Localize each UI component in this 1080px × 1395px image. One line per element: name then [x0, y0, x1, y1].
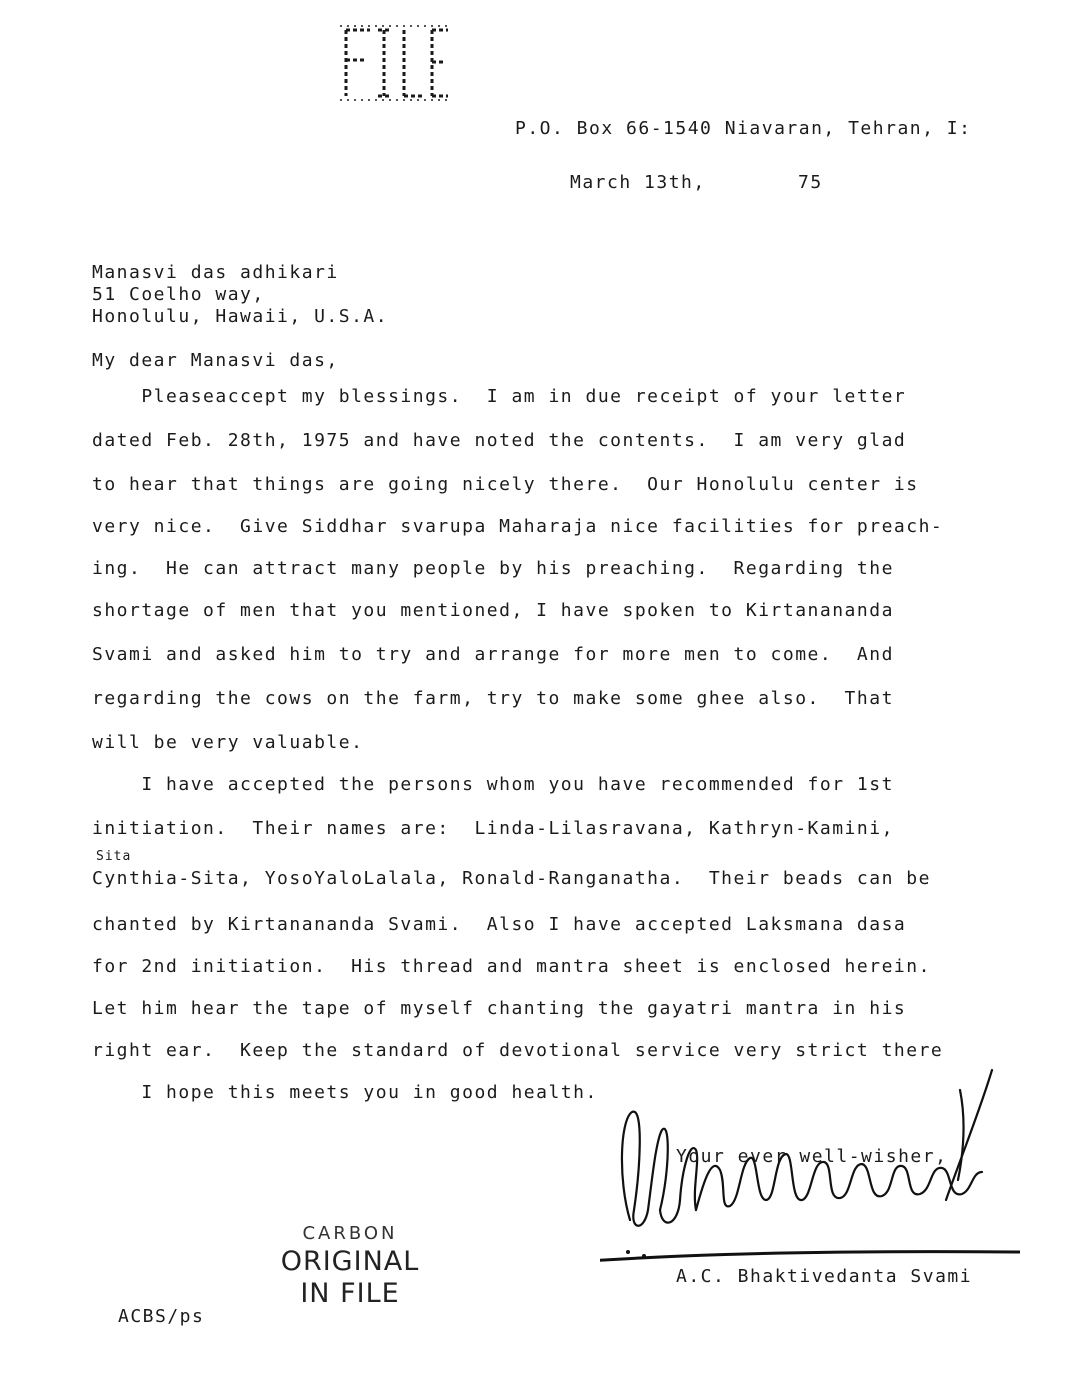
body-line: shortage of men that you mentioned, I have spoken to Kirtanananda — [92, 600, 894, 621]
body-line: for 2nd initiation. His thread and mantra sheet is enclosed herein. — [92, 956, 931, 977]
salutation: My dear Manasvi das, — [92, 350, 339, 371]
interlinear-correction: Sita — [96, 849, 132, 864]
file-stamp-label — [336, 22, 452, 102]
body-line: right ear. Keep the standard of devotional service very strict there — [92, 1040, 944, 1061]
recipient-street: 51 Coelho way, — [92, 284, 265, 305]
body-line: initiation. Their names are: Linda-Lilasravana, Kathryn-Kamini, — [92, 818, 894, 839]
signature-name: A.C. Bhaktivedanta Svami — [676, 1266, 973, 1287]
carbon-stamp-line2: ORIGINAL — [280, 1246, 420, 1277]
body-line: Svami and asked him to try and arrange for more men to come. And — [92, 644, 894, 665]
body-line: I have accepted the persons whom you have recommended for 1st — [92, 774, 894, 795]
recipient-name: Manasvi das adhikari — [92, 262, 339, 283]
body-line: Pleaseaccept my blessings. I am in due receipt of your letter — [92, 386, 907, 407]
letter-year: 75 — [798, 172, 823, 193]
carbon-stamp-line3: IN FILE — [300, 1278, 400, 1309]
sender-address: P.O. Box 66-1540 Niavaran, Tehran, I: — [515, 118, 972, 139]
body-line: dated Feb. 28th, 1975 and have noted the contents. I am very glad — [92, 430, 907, 451]
recipient-city: Honolulu, Hawaii, U.S.A. — [92, 306, 389, 327]
body-line: Cynthia-Sita, YosoYaloLalala, Ronald-Ranganatha. Their beads can be — [92, 868, 931, 889]
letter-date: March 13th, — [570, 172, 706, 193]
carbon-stamp-line1: CARBON — [302, 1223, 398, 1244]
body-line: Let him hear the tape of myself chanting the gayatri mantra in his — [92, 998, 907, 1019]
body-line: regarding the cows on the farm, try to make some ghee also. That — [92, 688, 894, 709]
closing-text: Your ever well-wisher, — [676, 1146, 948, 1167]
body-line: ing. He can attract many people by his preaching. Regarding the — [92, 558, 894, 579]
body-line: I hope this meets you in good health. — [92, 1082, 598, 1103]
body-line: very nice. Give Siddhar svarupa Maharaja nice facilities for preach- — [92, 516, 944, 537]
carbon-stamp — [270, 1222, 430, 1310]
typist-initials: ACBS/ps — [118, 1306, 205, 1327]
body-line: to hear that things are going nicely there. Our Honolulu center is — [92, 474, 919, 495]
body-line: chanted by Kirtanananda Svami. Also I have accepted Laksmana dasa — [92, 914, 907, 935]
body-line: will be very valuable. — [92, 732, 364, 753]
file-stamp — [336, 22, 452, 102]
